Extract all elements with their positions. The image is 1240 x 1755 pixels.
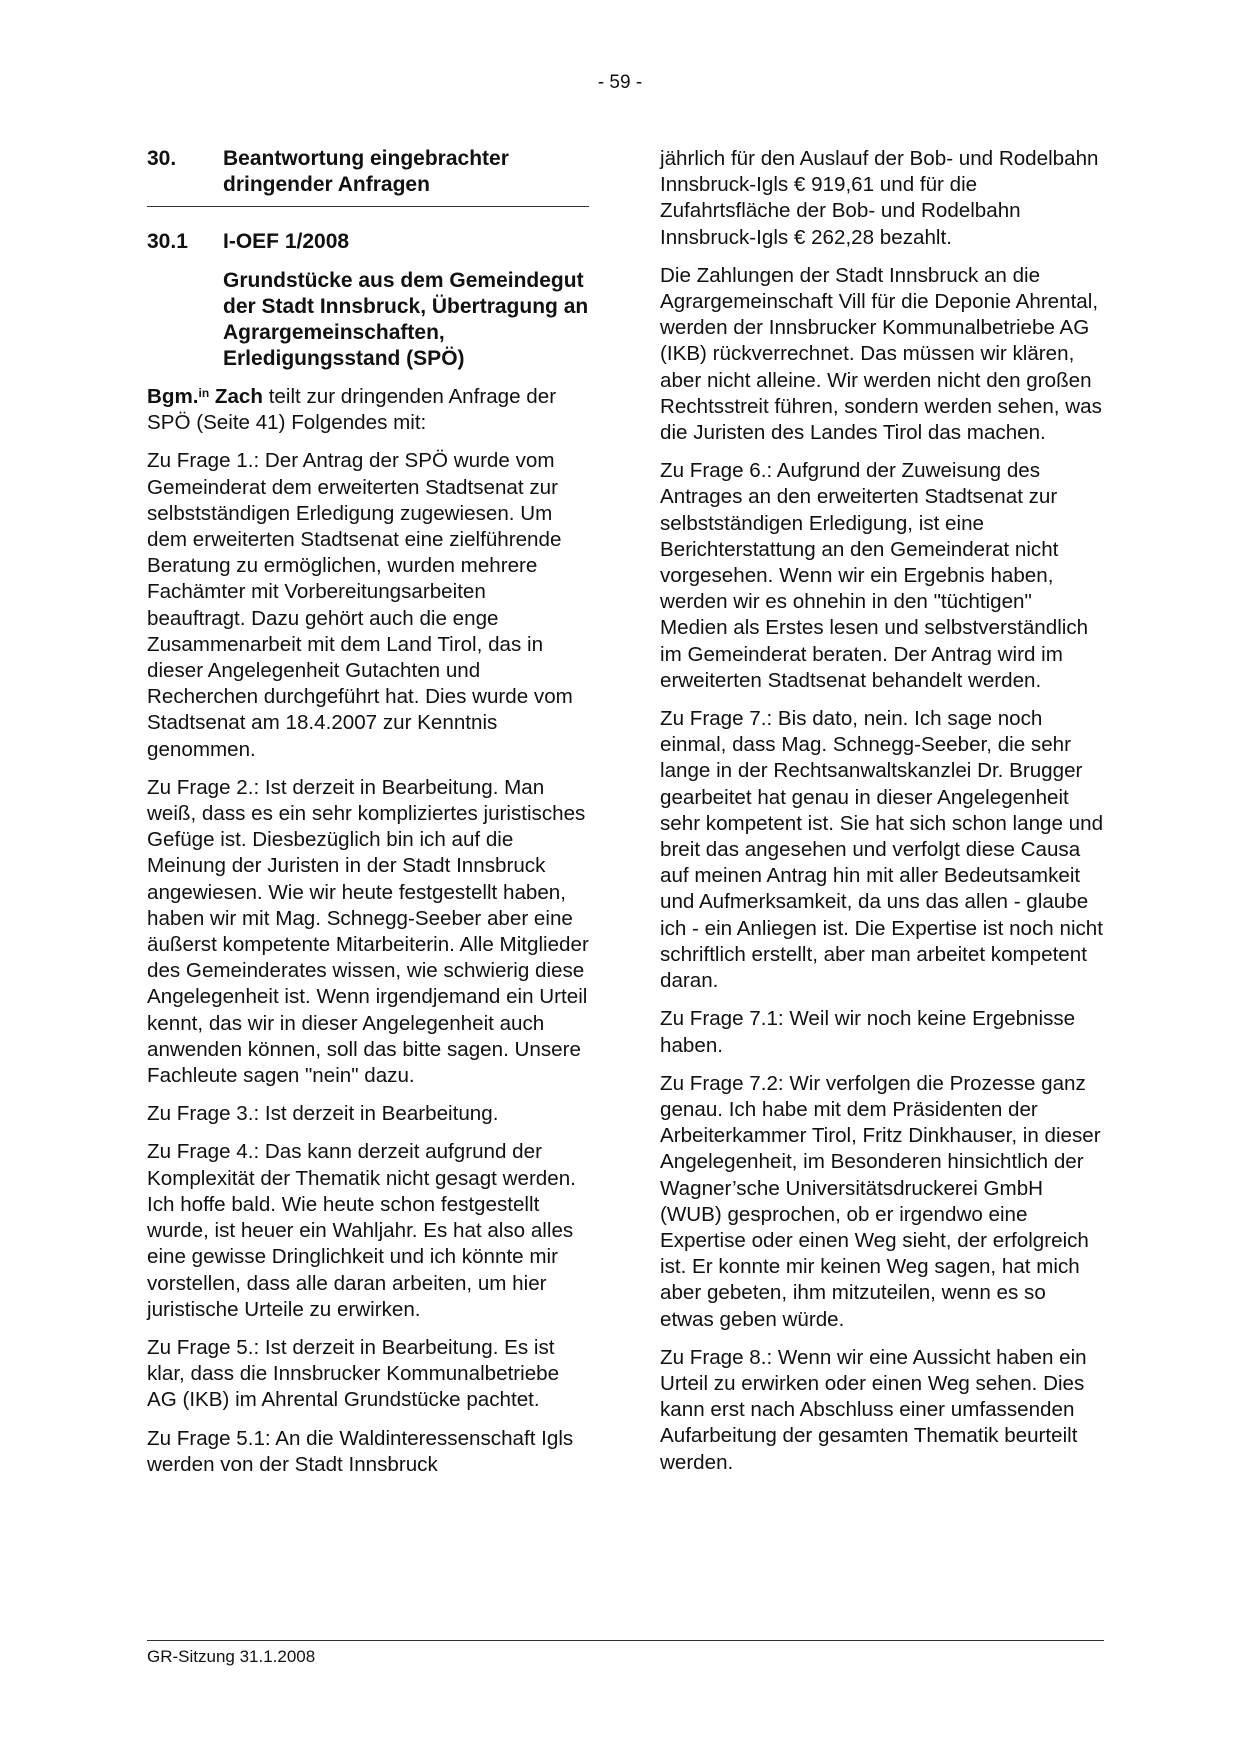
paragraph: Zu Frage 5.: Ist derzeit in Bearbeitung. Es ist klar, dass die Innsbrucker Kommunalbetriebe AG (IKB) im Ahrental Grundstücke pachtet.: [147, 1335, 560, 1412]
section-heading: [147, 146, 589, 207]
paragraph: Zu Frage 2.: Ist derzeit in Bearbeitung. Man weiß, dass es ein sehr kompliziertes juristisches Gefüge ist. Diesbezüglich bin ich auf die Meinung der Juristen in der Stadt Innsbruck angewiesen. Wie wir heute festgestellt haben, haben wir mit Mag. Schnegg-Seeber aber eine äußerst kompetente Mitarbeiterin. Alle Mitglieder des Gemeinderates wissen, wie schwierig diese Angelegenheit ist. Wenn irgendjemand ein Urteil kennt, das wir in dieser Angelegenheit auch anwenden können, soll das bitte sagen. Unsere Fachleute sagen "nein" dazu.: [147, 775, 589, 1088]
lead-text: teilt zur dringenden Anfrage der SPÖ (Seite 41) Folgendes mit:: [147, 385, 557, 435]
right-column: [660, 146, 1104, 1488]
lead-paragraph: [147, 384, 589, 436]
page-number: - 59 -: [597, 72, 643, 93]
paragraph: Zu Frage 3.: Ist derzeit in Bearbeitung.: [147, 1102, 499, 1126]
speaker-name: Zach: [214, 385, 263, 408]
paragraph: Zu Frage 1.: Der Antrag der SPÖ wurde vom Gemeinderat dem erweiterten Stadtsenat zur selbstständigen Erledigung zugewiesen. Um dem erweiterten Stadtsenat eine zielführende Beratung zu ermöglichen, wurden mehrere Fachämter mit Vorbereitungsarbeiten beauftragt. Dazu gehört auch die enge Zusammenarbeit mit dem Land Tirol, das in dieser Angelegenheit Gutachten und Recherchen durchgeführt hat. Dies wurde vom Stadtsenat am 18.4.2007 zur Kenntnis genommen.: [147, 449, 573, 761]
paragraph: Zu Frage 7.1: Weil wir noch keine Ergebnisse haben.: [660, 1007, 1076, 1057]
paragraph: Zu Frage 4.: Das kann derzeit aufgrund der Komplexität der Thematik nicht gesagt werden. Ich hoffe bald. Wie heute schon festgestellt wurde, ist heuer ein Wahljahr. Es hat also alles eine gewisse Dringlichkeit und ich könnte mir vorstellen, dass alle daran arbeiten, um hier juristische Urteile zu erwirken.: [147, 1140, 576, 1321]
left-column: [147, 146, 589, 1490]
paragraph: Zu Frage 7.2: Wir verfolgen die Prozesse ganz genau. Ich habe mit dem Präsidenten der Arbeiterkammer Tirol, Fritz Dinkhauser, in dieser Angelegenheit, im Besonderen hinsichtlich der Wagner’sche Universitätsdruckerei GmbH (WUB) gesprochen, ob er irgendwo eine Expertise oder einen Weg sieht, der erfolgreich ist. Er konnte mir keinen Weg sagen, hat mich aber gebeten, ihm mitzuteilen, wenn es so etwas geben würde.: [660, 1071, 1101, 1331]
subsection-number: 30.1: [147, 230, 188, 253]
paragraph: Zu Frage 6.: Aufgrund der Zuweisung des Antrages an den erweiterten Stadtsenat zur selbstständigen Erledigung, ist eine Berichterstattung an den Gemeinderat nicht vorgesehen. Wenn wir ein Ergebnis haben, werden wir es ohnehin in den "tüchtigen" Medien als Erstes lesen und selbstverständlich im Gemeinderat beraten. Der Antrag wird im erweiterten Stadtsenat behandelt werden.: [660, 459, 1089, 692]
subsection-heading: [147, 229, 589, 255]
paragraph: jährlich für den Auslauf der Bob- und Rodelbahn Innsbruck-Igls € 919,61 und für die Zufahrtsfläche der Bob- und Rodelbahn Innsbruck-Igls € 262,28 bezahlt.: [660, 147, 1099, 249]
section-title: Beantwortung eingebrachter dringender Anfragen: [223, 147, 509, 196]
paragraph: Die Zahlungen der Stadt Innsbruck an die Agrargemeinschaft Vill für die Deponie Ahrental, werden der Innsbrucker Kommunalbetriebe AG (IKB) rückverrechnet. Das müssen wir klären, aber nicht alleine. Wir werden nicht den großen Rechtsstreit führen, sondern werden sehen, was die Juristen des Landes Tirol das machen.: [660, 263, 1102, 445]
subsection-title: Grundstücke aus dem Gemeindegut der Stadt Innsbruck, Übertragung an Agrargemeinschaften, Erledigungsstand (SPÖ): [223, 269, 589, 370]
section-number: 30.: [147, 147, 177, 170]
paragraph: Zu Frage 8.: Wenn wir eine Aussicht haben ein Urteil zu erwirken oder einen Weg sehen. Dies kann erst nach Abschluss einer umfassenden Aufarbeitung der gesamten Thematik beurteilt werden.: [660, 1345, 1087, 1474]
paragraph: Zu Frage 7.: Bis dato, nein. Ich sage noch einmal, dass Mag. Schnegg-Seeber, die sehr lange in der Rechtsanwaltskanzlei Dr. Brugger gearbeitet hat genau in dieser Angelegenheit sehr kompetent ist. Sie hat sich schon lange und breit das angesehen und verfolgt diese Causa auf meinen Antrag hin mit aller Bedeutsamkeit und Aufmerksamkeit, da uns das allen - glaube ich - ein Anliegen ist. Die Expertise ist noch nicht schriftlich erstellt, aber man arbeitet kompetent daran.: [660, 707, 1104, 993]
speaker-sup: in: [198, 386, 210, 400]
subsection-code: I-OEF 1/2008: [223, 230, 350, 253]
speaker-prefix: Bgm.: [147, 385, 199, 408]
page-footer: GR-Sitzung 31.1.2008: [147, 1640, 1104, 1667]
paragraph: Zu Frage 5.1: An die Waldinteressenschaft Igls werden von der Stadt Innsbruck: [147, 1426, 574, 1476]
